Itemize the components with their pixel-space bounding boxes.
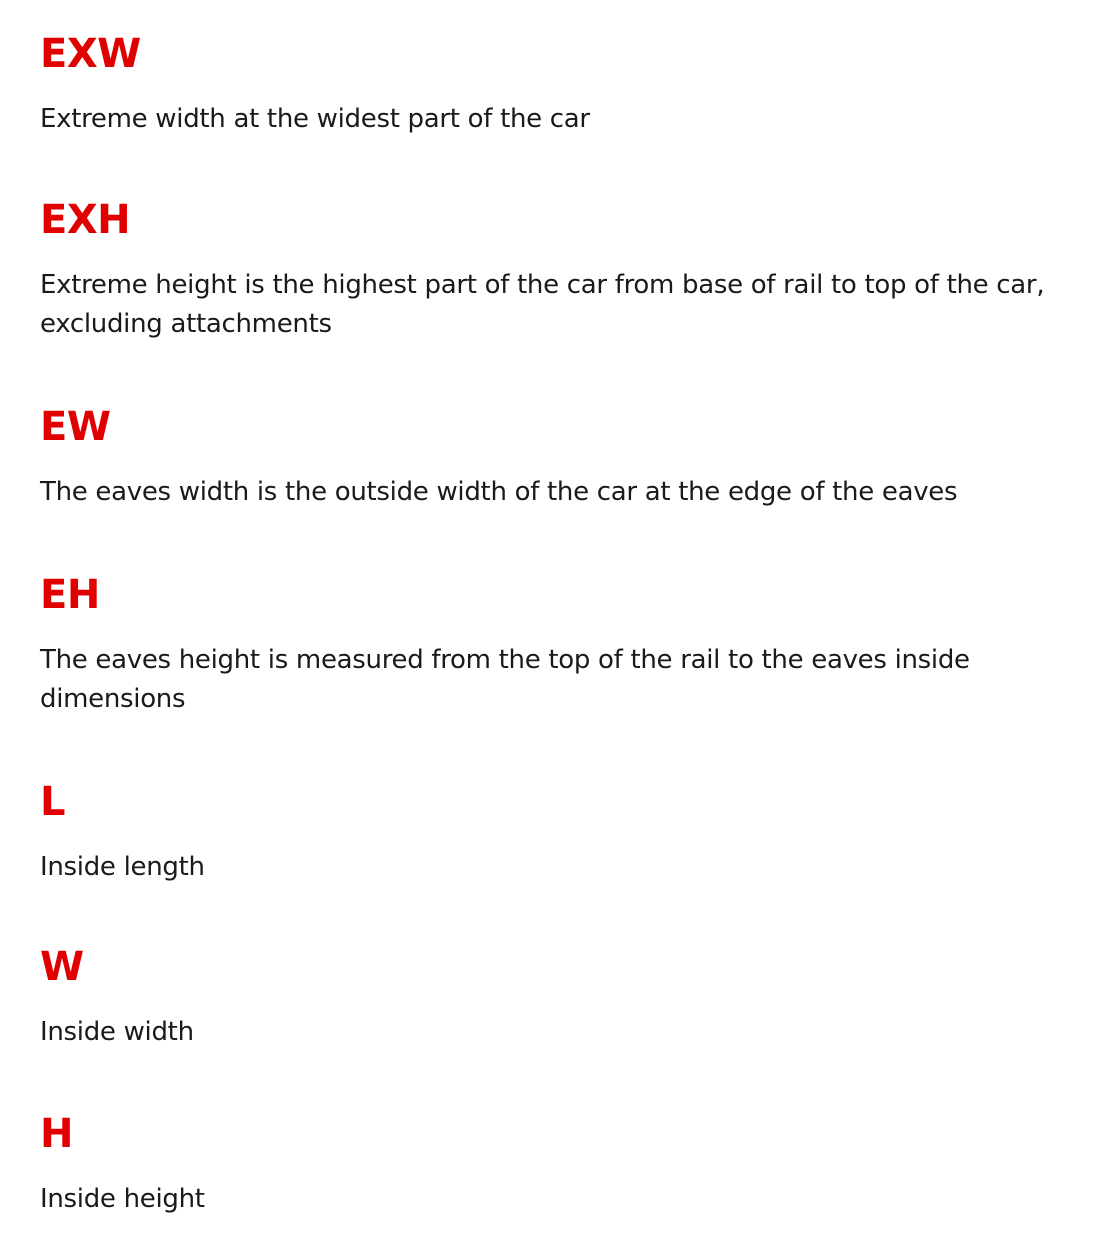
term-heading: EXH: [40, 197, 131, 243]
term-definition: The eaves height is measured from the top of the rail to the eaves inside dimensions: [40, 645, 970, 714]
term-definition: Inside height: [40, 1184, 205, 1214]
term-heading: H: [40, 1111, 73, 1157]
glossary-entry-eh: [40, 569, 1090, 719]
glossary-entry-exh: [40, 194, 1090, 344]
term-definition: Inside length: [40, 852, 205, 882]
term-heading: EW: [40, 404, 111, 450]
term-definition: Extreme width at the widest part of the car: [40, 104, 590, 134]
glossary-entry-w: [40, 941, 1090, 1052]
term-definition: Extreme height is the highest part of the car from base of rail to top of the car, excluding attachments: [40, 270, 1045, 339]
term-definition: Inside width: [40, 1017, 194, 1047]
term-heading: EH: [40, 572, 100, 618]
term-heading: EXW: [40, 31, 141, 77]
glossary-entry-l: [40, 776, 1090, 887]
glossary-entry-h: [40, 1108, 1090, 1219]
term-heading: L: [40, 779, 65, 825]
glossary-entry-exw: [40, 28, 1090, 139]
term-heading: W: [40, 944, 84, 990]
glossary-entry-ew: [40, 401, 1090, 512]
term-definition: The eaves width is the outside width of the car at the edge of the eaves: [40, 477, 958, 507]
